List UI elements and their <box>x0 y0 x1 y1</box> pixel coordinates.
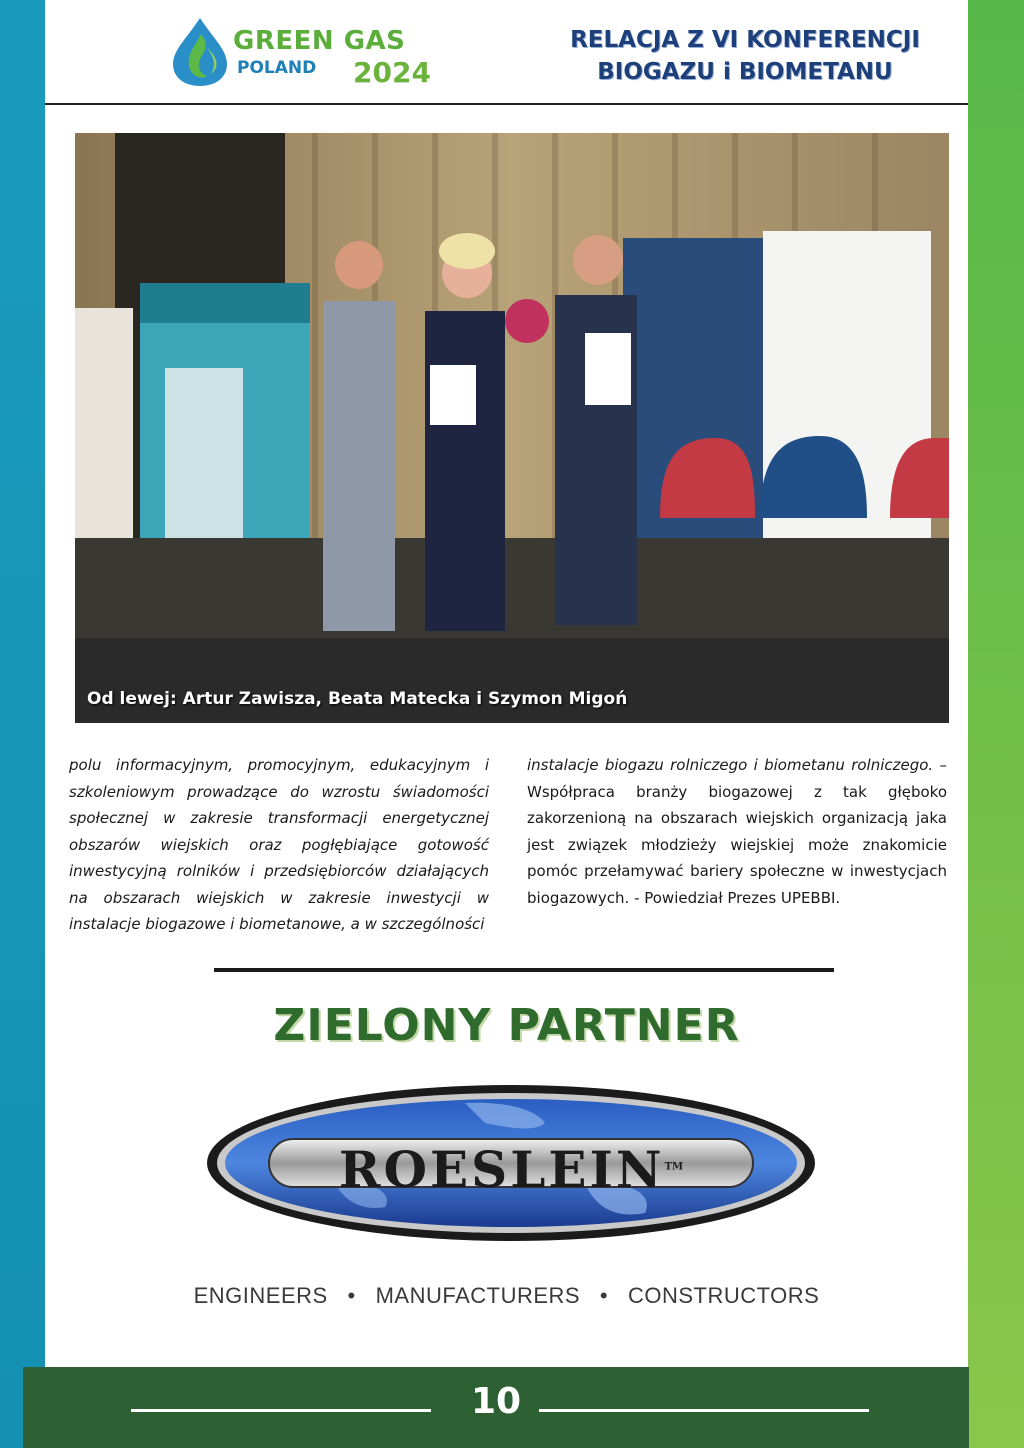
partner-name-text: ROESLEIN <box>338 1140 665 1199</box>
body-left-column: polu informacyjnym, promocyjnym, edukacyjnym i szkoleniowym prowadzące do wzrostu świadomości społecznej w zakresie transformacji energetycznej obszarów wiejskich oraz pogłębiające gotowość inwestycyjną rolników i przedsiębiorców działających na obszarach wiejskich w zakresie inwestycji w instalacje biogazowe i biometanowe, a w szczególności <box>69 756 489 933</box>
green-gas-poland-logo <box>167 16 431 94</box>
header-divider <box>45 103 968 105</box>
photo-caption: Od lewej: Artur Zawisza, Beata Matecka i Szymon Migoń <box>87 689 628 709</box>
body-right-column <box>527 752 947 911</box>
logo-text-green-gas: GREEN GAS <box>233 26 406 56</box>
section-title: ZIELONY PARTNER <box>273 1000 740 1051</box>
body-right-regular: – Współpraca branży biogazowej z tak głęboko zakorzenioną na obszarach wiejskich organizacją jaka jest związek młodzieży wiejskiej może znakomicie pomóc przełamywać bariery społeczne w inwestycjach biogazowych. - Powiedział Prezes UPEBBI. <box>527 756 947 907</box>
footer-line-right <box>539 1409 869 1412</box>
header-title-line2: BIOGAZU i BIOMETANU <box>597 59 893 85</box>
header-title <box>515 24 975 88</box>
logo-year: 2024 <box>353 56 431 89</box>
photo-illustration <box>75 133 949 723</box>
page <box>45 0 968 1448</box>
partner-tagline: ENGINEERS • MANUFACTURERS • CONSTRUCTORS <box>193 1283 820 1308</box>
left-color-bar <box>0 0 45 1448</box>
logo-text-poland: POLAND <box>237 58 317 78</box>
right-color-bar <box>968 0 1024 1448</box>
partner-name <box>205 1140 817 1199</box>
page-number: 10 <box>470 1381 522 1422</box>
conference-photo <box>75 133 949 723</box>
section-divider <box>214 968 834 972</box>
partner-trademark: TM <box>664 1161 684 1173</box>
footer <box>23 1367 969 1448</box>
body-right-italic: instalacje biogazu rolniczego i biometanu rolniczego. <box>527 756 934 774</box>
header-title-line1: RELACJA Z VI KONFERENCJI <box>570 27 920 53</box>
drop-flame-icon <box>167 16 233 88</box>
